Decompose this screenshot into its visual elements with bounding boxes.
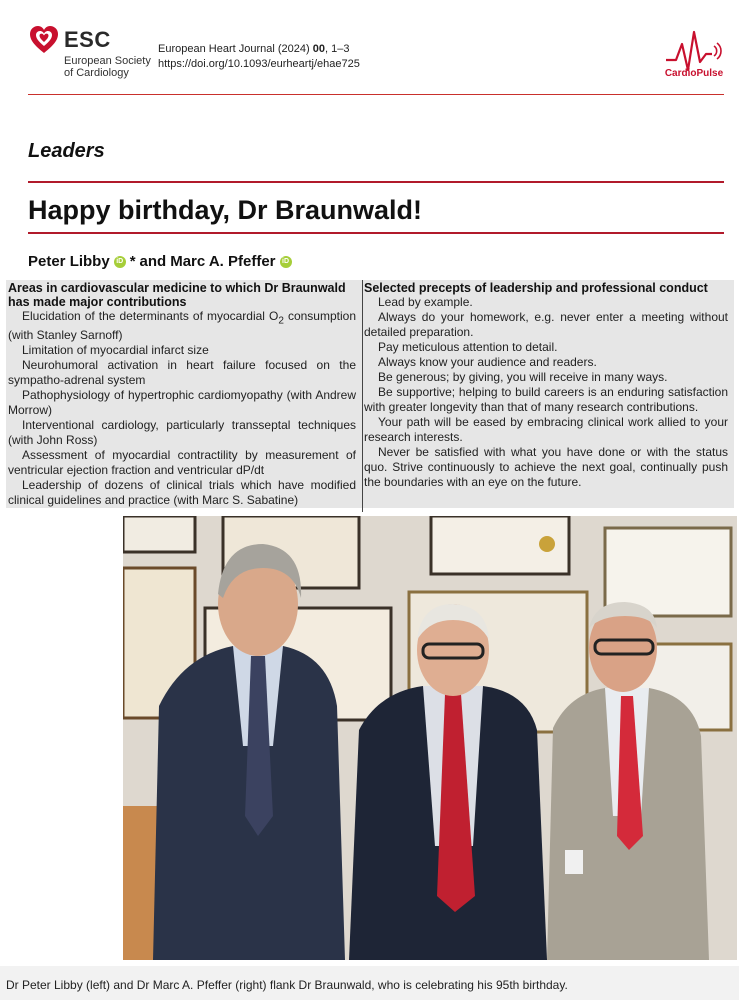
list-item: Always do your homework, e.g. never enter a meeting without detailed preparation.	[364, 310, 728, 339]
precepts-box	[364, 281, 728, 490]
list-item: Never be satisfied with what you have done or with the status quo. Strive continuously to achieve the next goal, continually push the boundaries with an eye on the future.	[364, 445, 728, 489]
title-top-rule	[28, 181, 724, 183]
group-photo	[123, 516, 737, 960]
section-label: Leaders	[28, 140, 105, 162]
doi-link[interactable]: https://doi.org/10.1093/eurheartj/ehae725	[158, 58, 360, 70]
list-item: Lead by example.	[378, 295, 473, 309]
photo-caption: Dr Peter Libby (left) and Dr Marc A. Pfeffer (right) flank Dr Braunwald, who is celebrating his 95th birthday.	[6, 978, 568, 992]
journal-pages: , 1–3	[324, 43, 350, 55]
corresponding-marker: *	[129, 253, 136, 270]
list-item: Elucidation of the determinants of myocardial $O_2$ consumption (with Stanley Sarnoff)	[8, 309, 356, 343]
list-item: Your path will be eased by embracing clinical work allied to your research interests.	[364, 415, 728, 444]
author-pfeffer[interactable]: Marc A. Pfeffer	[170, 253, 276, 270]
orcid-icon[interactable]: iD	[280, 256, 292, 268]
journal-citation	[158, 42, 360, 72]
author-conjunction: and	[139, 253, 167, 270]
list-item: Assessment of myocardial contractility by measurement of ventricular ejection fraction and ventricular dP/dt	[8, 448, 356, 478]
list-item: Pay meticulous attention to detail.	[378, 340, 558, 354]
list-item: Always know your audience and readers.	[378, 355, 597, 369]
contributions-box	[8, 281, 356, 508]
esc-society-name: European Society of Cardiology	[64, 55, 151, 79]
list-item: Pathophysiology of hypertrophic cardiomyopathy (with Andrew Morrow)	[8, 388, 356, 418]
list-item: Limitation of myocardial infarct size	[22, 343, 209, 358]
list-item: Be generous; by giving, you will receive in many ways.	[378, 370, 668, 384]
author-line	[28, 253, 292, 270]
header-divider	[28, 94, 724, 95]
cardiopulse-label: CardioPulse	[664, 68, 724, 79]
list-item: Neurohumoral activation in heart failure focused on the sympatho-adrenal system	[8, 358, 356, 388]
precepts-heading: Selected precepts of leadership and professional conduct	[364, 281, 708, 295]
list-item: Leadership of dozens of clinical trials which have modified clinical guidelines and practice (with Marc S. Sabatine)	[8, 478, 356, 508]
article-title: Happy birthday, Dr Braunwald!	[28, 195, 423, 225]
list-item: Be supportive; helping to build careers is an enduring satisfaction with greater longevity than that of many research contributions.	[364, 385, 728, 414]
author-libby[interactable]: Peter Libby	[28, 253, 110, 270]
journal-name: European Heart Journal (2024)	[158, 43, 313, 55]
orcid-icon[interactable]: iD	[114, 256, 126, 268]
journal-volume: 00	[312, 43, 325, 55]
column-divider	[362, 280, 363, 512]
contributions-heading: Areas in cardiovascular medicine to which Dr Braunwald has made major contributions	[8, 281, 346, 309]
title-bottom-rule	[28, 232, 724, 234]
list-item: Interventional cardiology, particularly transseptal techniques (with John Ross)	[8, 418, 356, 448]
esc-brand: ESC	[64, 27, 111, 52]
esc-heart-logo-icon	[28, 24, 60, 56]
